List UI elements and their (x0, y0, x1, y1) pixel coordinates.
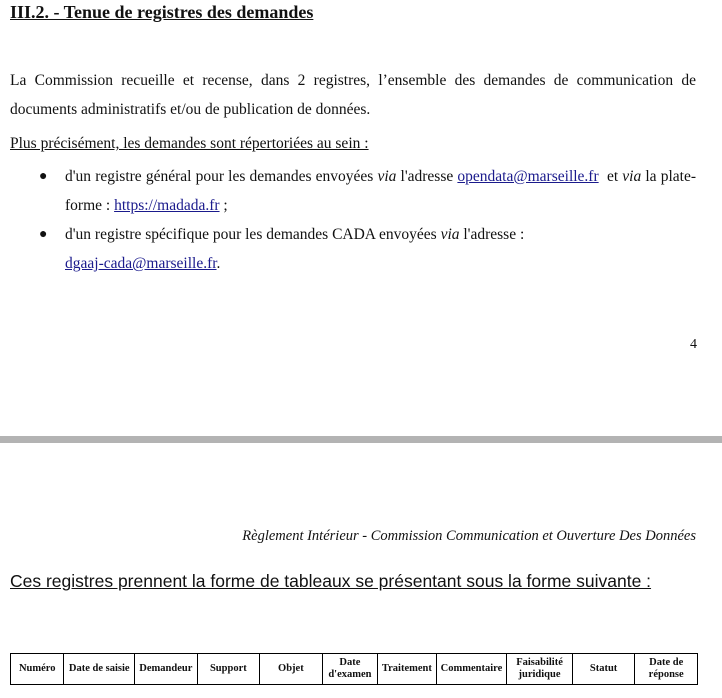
bullet-text: d'un registre spécifique pour les demandes CADA envoyées (65, 226, 441, 243)
madada-url-link[interactable]: https://madada.fr (114, 197, 220, 214)
bullet-text: l'adresse : (459, 226, 525, 243)
column-header: Date de réponse (635, 654, 698, 685)
column-header: Date d'examen (322, 654, 377, 685)
table-header-row (11, 654, 698, 685)
bullet-text: d'un registre général pour les demandes envoyées (65, 168, 378, 185)
bullet-text: . (216, 255, 221, 272)
section-heading: III.2. - Tenue de registres des demandes (10, 2, 314, 22)
via-italic: via (377, 168, 397, 185)
list-intro: Plus précisément, les demandes sont répertoriées au sein : (10, 135, 369, 152)
column-header: Faisabilité juridique (507, 654, 573, 685)
via-italic: via (622, 168, 642, 185)
cada-email-link[interactable]: dgaaj-cada@marseille.fr (65, 255, 217, 272)
column-header: Support (197, 654, 260, 685)
list-item-cada-register (10, 220, 696, 278)
opendata-email-link[interactable]: opendata@marseille.fr (457, 168, 599, 185)
bullet-text: et (598, 168, 623, 185)
column-header: Objet (260, 654, 323, 685)
bullet-text: l'adresse (396, 168, 458, 185)
column-header: Numéro (11, 654, 64, 685)
page-number: 4 (690, 337, 697, 352)
document-page-2 (0, 443, 722, 698)
column-header: Date de saisie (64, 654, 135, 685)
list-item-general-register (10, 162, 696, 220)
column-header: Demandeur (135, 654, 198, 685)
via-italic: via (440, 226, 460, 243)
bullet-text: ; (219, 197, 228, 214)
register-list (10, 162, 696, 278)
intro-paragraph: La Commission recueille et recense, dans 2 registres, l’ensemble des demandes de communication de documents administratifs et/ou de publication de données. (10, 72, 696, 118)
bullet-icon: ● (39, 227, 48, 242)
page-separator (0, 436, 722, 443)
column-header: Commentaire (436, 654, 507, 685)
bullet-text: la plate-forme : (65, 168, 696, 214)
bullet-icon: ● (39, 169, 48, 184)
running-header: Règlement Intérieur - Commission Communication et Ouverture Des Données (242, 528, 696, 544)
column-header: Statut (572, 654, 635, 685)
table-intro: Ces registres prennent la forme de tableaux se présentant sous la forme suivante : (10, 571, 652, 591)
register-table (10, 653, 698, 685)
column-header: Traitement (378, 654, 437, 685)
